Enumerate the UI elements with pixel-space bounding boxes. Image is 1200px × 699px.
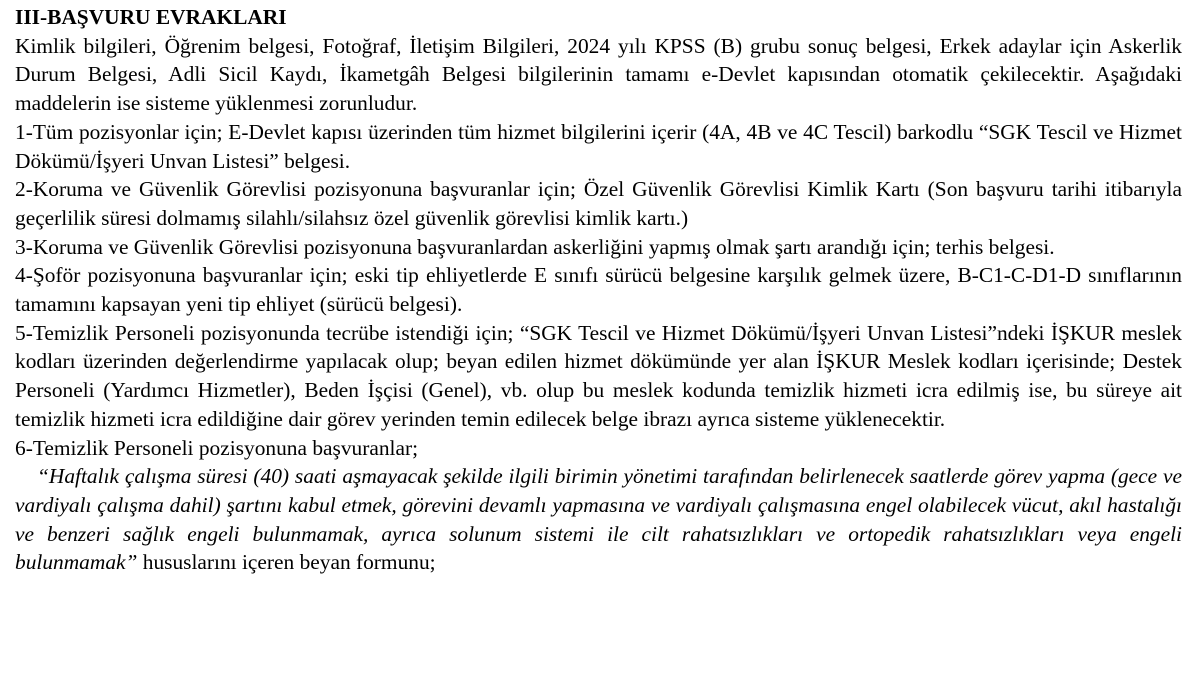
item-3-paragraph: 3-Koruma ve Güvenlik Görevlisi pozisyonuna başvuranlardan askerliğini yapmış olmak şartı arandığı için; terhis belgesi. [15,234,1055,259]
item-2-paragraph: 2-Koruma ve Güvenlik Görevlisi pozisyonuna başvuranlar için; Özel Güvenlik Görevlisi Kimlik Kartı (Son başvuru tarihi itibarıyla geçerlilik süresi dolmamış silahlı/silahsız özel güvenlik görevlisi kimlik kartı.) [15,177,1182,230]
section-heading: III-BAŞVURU EVRAKLARI [15,5,287,29]
item-6-paragraph: 6-Temizlik Personeli pozisyonuna başvuranlar; [15,435,419,460]
intro-paragraph: Kimlik bilgileri, Öğrenim belgesi, Fotoğraf, İletişim Bilgileri, 2024 yılı KPSS (B) grubu sonuç belgesi, Erkek adaylar için Askerlik Durum Belgesi, Adli Sicil Kaydı, İkametgâh Belgesi bilgilerinin tamamı e-Devlet kapısından otomatik çekilecektir. Aşağıdaki maddelerin ise sisteme yüklenmesi zorunludur. [15,33,1182,116]
document-page [15,3,1182,577]
declaration-quote-tail: hususlarını içeren beyan formunu; [137,550,436,575]
item-5-paragraph: 5-Temizlik Personeli pozisyonunda tecrübe istendiği için; “SGK Tescil ve Hizmet Dökümü/İşyeri Unvan Listesi”ndeki İŞKUR meslek kodları üzerinden değerlendirme yapılacak olup; beyan edilen hizmet dökümünde yer alan İŞKUR Meslek kodları içerisinde; Destek Personeli (Yardımcı Hizmetler), Beden İşçisi (Genel), vb. olup bu meslek kodunda temizlik hizmeti icra edilmiş ise, bu süreye ait temizlik hizmeti icra edildiğine dair görev yerinden temin edilecek belge ibrazı ayrıca sisteme yüklenecektir. [15,320,1182,431]
item-4-paragraph: 4-Şoför pozisyonuna başvuranlar için; eski tip ehliyetlerde E sınıfı sürücü belgesine karşılık gelmek üzere, B-C1-C-D1-D sınıflarının tamamını kapsayan yeni tip ehliyet (sürücü belgesi). [15,263,1182,317]
declaration-quote-italic: “Haftalık çalışma süresi (40) saati aşmayacak şekilde ilgili birimin yönetimi tarafından belirlenecek saatlerde görev yapma (gece ve vardiyalı çalışma dahil) şartını kabul etmek, görevini devamlı yapmasına ve vardiyalı çalışmasına engel olabilecek vücut, akıl hastalığı ve benzeri sağlık engeli bulunmamak, ayrıca solunum sistemi ile cilt rahatsızlıkları ve ortopedik rahatsızlıkları veya engeli bulunmamak” [15,464,1182,575]
declaration-quote-paragraph [15,462,1182,577]
item-1-paragraph: 1-Tüm pozisyonlar için; E-Devlet kapısı üzerinden tüm hizmet bilgilerini içerir (4A, 4B ve 4C Tescil) barkodlu “SGK Tescil ve Hizmet Dökümü/İşyeri Unvan Listesi” belgesi. [15,119,1182,173]
